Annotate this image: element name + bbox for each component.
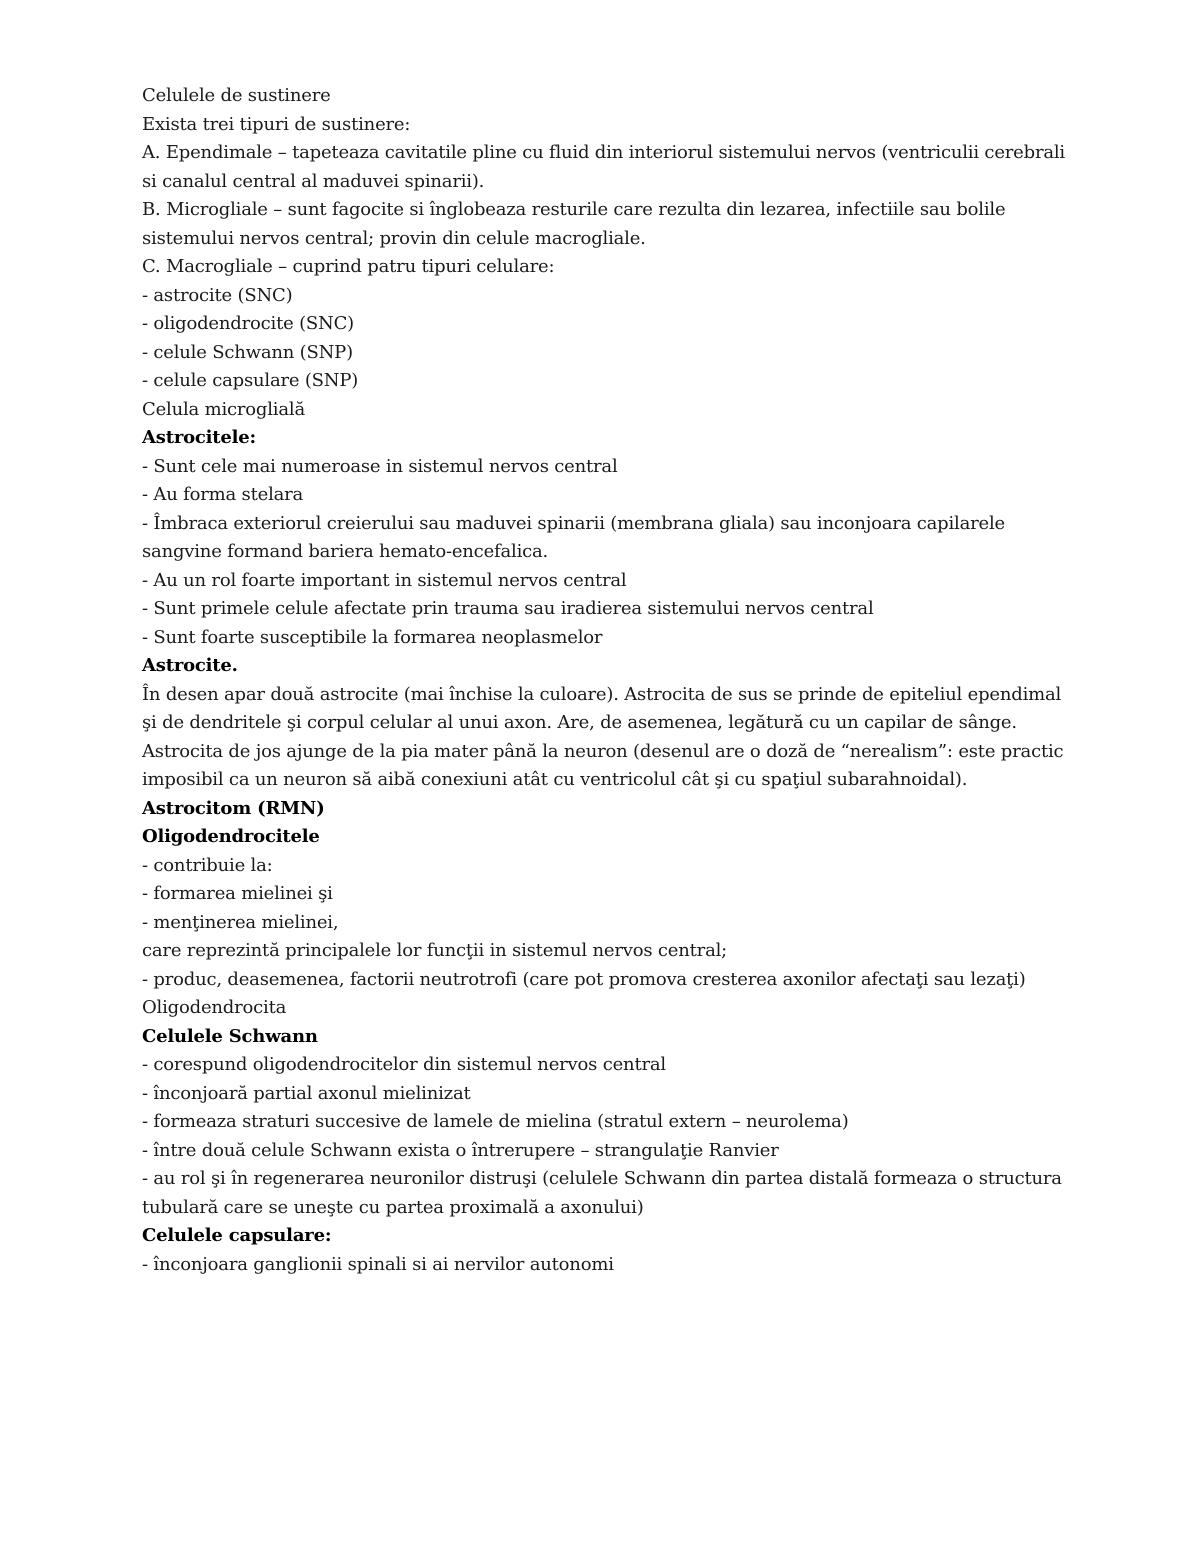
text-line: Celula microglială (142, 398, 305, 420)
section-heading: Celulele Schwann (142, 1025, 318, 1047)
text-line: - formarea mielinei şi (142, 883, 333, 904)
text-line: Astrocita de jos ajunge de la pia mater până la neuron (desenul are o doză de “nerealism”: este practic imposibil ca un neuron să aibă conexiuni atât cu ventricolul cât şi cu spaţiul subarahnoidal). (142, 740, 1069, 790)
text-line: - Sunt foarte susceptibile la formarea neoplasmelor (142, 626, 603, 648)
text-line: Celulele de sustinere (142, 85, 331, 106)
text-line: - oligodendrocite (SNC) (142, 313, 354, 334)
text-line: - Au un rol foarte important in sistemul nervos central (142, 569, 627, 591)
text-line: B. Microgliale – sunt fagocite si înglobeaza resturile care rezulta din lezarea, infectiile sau bolile sistemului nervos central; provin din celule macrogliale. (142, 199, 1011, 249)
text-line: - au rol şi în regenerarea neuronilor distruşi (celulele Schwann din partea distală formeaza o structura tubulară care se uneşte cu partea proximală a axonului) (142, 1168, 1068, 1218)
text-line: - Îmbraca exteriorul creierului sau maduvei spinarii (membrana gliala) sau inconjoara capilarele sangvine formand bariera hemato-encefalica. (142, 512, 1011, 562)
text-line: - între două celule Schwann exista o întrerupere – strangulaţie Ranvier (142, 1139, 779, 1161)
text-line: - celule Schwann (SNP) (142, 341, 353, 363)
text-line: - înconjoară partial axonul mielinizat (142, 1082, 471, 1104)
text-line: - formeaza straturi succesive de lamele de mielina (stratul extern – neurolema) (142, 1111, 849, 1132)
section-heading: Astrocite. (142, 655, 238, 676)
text-line: - produc, deasemenea, factorii neutrotrofi (care pot promova cresterea axonilor afectaţi sau lezaţi) (142, 968, 1026, 990)
text-line: care reprezintă principalele lor funcţii in sistemul nervos central; (142, 940, 728, 961)
text-line: Oligodendrocita (142, 997, 287, 1018)
text-line: - Sunt cele mai numeroase in sistemul nervos central (142, 455, 618, 477)
text-line: - înconjoara ganglionii spinali si ai nervilor autonomi (142, 1253, 614, 1275)
text-line: Exista trei tipuri de sustinere: (142, 113, 411, 135)
document-page (142, 82, 1072, 1279)
text-line: - contribuie la: (142, 854, 273, 876)
section-heading: Oligodendrocitele (142, 826, 320, 847)
text-line: - corespund oligodendrocitelor din sistemul nervos central (142, 1054, 666, 1075)
text-line: - Sunt primele celule afectate prin trauma sau iradierea sistemului nervos central (142, 598, 874, 619)
section-heading: Astrocitom (RMN) (142, 797, 325, 819)
text-line: - astrocite (SNC) (142, 284, 293, 306)
text-line: C. Macrogliale – cuprind patru tipuri celulare: (142, 256, 555, 277)
section-heading: Astrocitele: (142, 427, 257, 448)
text-line: În desen apar două astrocite (mai închise la culoare). Astrocita de sus se prinde de epiteliul ependimal şi de dendritele şi corpul celular al unui axon. Are, de asemenea, legătură cu un capilar de sânge. (142, 683, 1067, 733)
text-line: - celule capsulare (SNP) (142, 370, 359, 391)
text-line: - menţinerea mielinei, (142, 911, 339, 933)
section-heading: Celulele capsulare: (142, 1225, 332, 1246)
text-line: A. Ependimale – tapeteaza cavitatile pline cu fluid din interiorul sistemului nervos (ventriculii cerebrali si canalul central al maduvei spinarii). (142, 142, 1071, 192)
text-line: - Au forma stelara (142, 484, 304, 505)
